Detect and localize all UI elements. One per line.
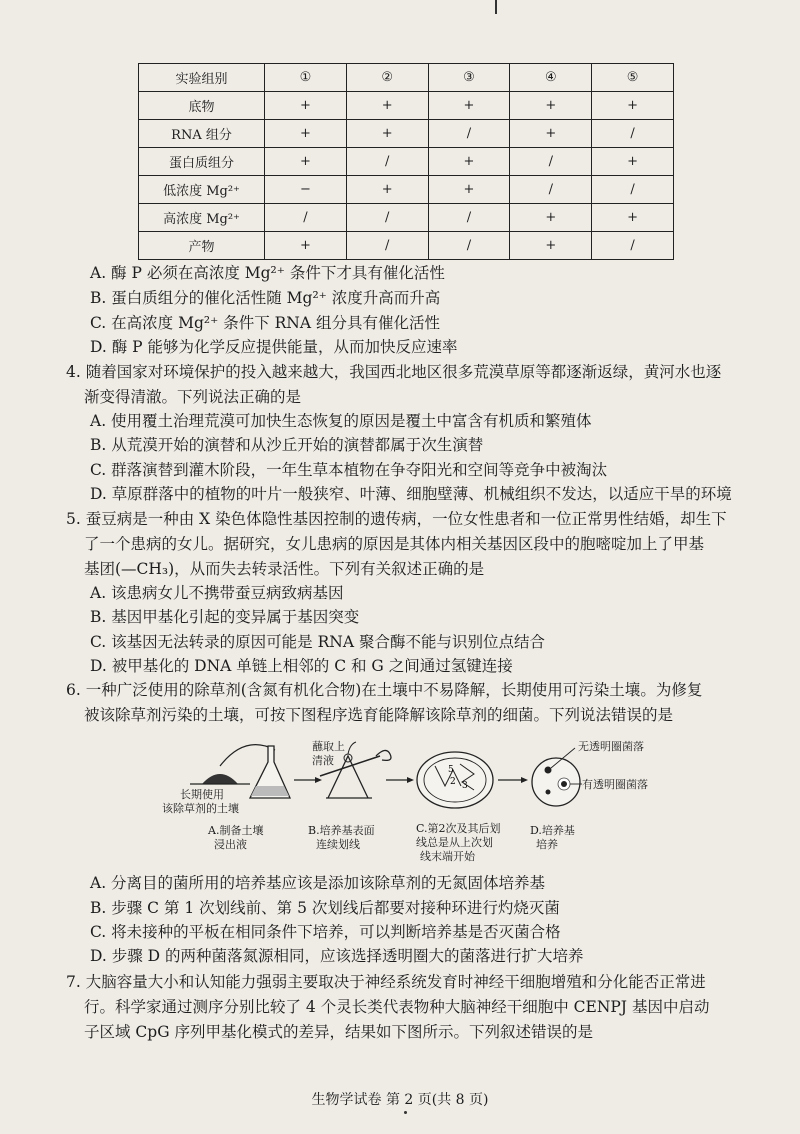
table-cell: + bbox=[592, 148, 674, 176]
table-cell: − bbox=[265, 176, 347, 204]
row-label-cell: 底物 bbox=[139, 92, 265, 120]
table-row bbox=[139, 204, 674, 232]
q3-option-b: B. 蛋白质组分的催化活性随 Mg²⁺ 浓度升高而升高 bbox=[90, 289, 441, 307]
step-a-line2: 浸出液 bbox=[214, 838, 247, 851]
table-cell: / bbox=[510, 176, 592, 204]
table-cell: + bbox=[265, 120, 347, 148]
step-c-line3: 线末端开始 bbox=[420, 850, 475, 863]
q4-option-d: D. 草原群落中的植物的叶片一般狭窄、叶薄、细胞壁薄、机械组织不发达，以适应干旱的环境 bbox=[90, 485, 732, 503]
table-cell: / bbox=[428, 204, 510, 232]
q5-stem-line1: 5. 蚕豆病是一种由 X 染色体隐性基因控制的遗传病，一位女性患者和一位正常男性结婚，却生下 bbox=[66, 510, 727, 528]
table-cell: / bbox=[428, 120, 510, 148]
header-group-cell: ④ bbox=[510, 64, 592, 92]
colony-halo-label: 有透明圈菌落 bbox=[582, 778, 648, 791]
table-cell: + bbox=[510, 92, 592, 120]
q6-option-d: D. 步骤 D 的两种菌落氮源相同，应该选择透明圈大的菌落进行扩大培养 bbox=[90, 947, 584, 965]
row-label-cell: RNA 组分 bbox=[139, 120, 265, 148]
q3-option-d: D. 酶 P 能够为化学反应提供能量，从而加快反应速率 bbox=[90, 338, 458, 356]
colony-no-halo-icon bbox=[545, 767, 552, 774]
transfer-arrow-icon bbox=[220, 745, 275, 766]
scan-dot bbox=[404, 1111, 407, 1114]
table-cell: + bbox=[346, 176, 428, 204]
q4-option-c: C. 群落演替到灌木阶段，一年生草本植物在争夺阳光和空间等竞争中被淘汰 bbox=[90, 461, 608, 479]
row-label-cell: 产物 bbox=[139, 232, 265, 260]
row-label-cell: 低浓度 Mg²⁺ bbox=[139, 176, 265, 204]
table-cell: + bbox=[428, 148, 510, 176]
soil-mound-icon bbox=[202, 774, 238, 784]
table-row bbox=[139, 92, 674, 120]
q5-option-b: B. 基因甲基化引起的变异属于基因突变 bbox=[90, 608, 360, 626]
table-cell: + bbox=[346, 120, 428, 148]
table-header-row bbox=[139, 64, 674, 92]
q7-stem-line3: 子区域 CpG 序列甲基化模式的差异，结果如下图所示。下列叙述错误的是 bbox=[84, 1023, 594, 1041]
plate-num-2: 2 bbox=[450, 777, 456, 787]
table-cell: + bbox=[428, 176, 510, 204]
q4-option-a: A. 使用覆土治理荒漠可加快生态恢复的原因是覆土中富含有机质和繁殖体 bbox=[90, 412, 592, 430]
table-row bbox=[139, 176, 674, 204]
experiment-table bbox=[138, 63, 674, 260]
table-cell: / bbox=[346, 232, 428, 260]
step-b-line1: B.培养基表面 bbox=[308, 824, 375, 837]
step-c-line1: C.第2次及其后划 bbox=[416, 822, 501, 835]
q5-option-c: C. 该基因无法转录的原因可能是 RNA 聚合酶不能与识别位点结合 bbox=[90, 633, 545, 651]
step-c-line2: 线总是从上次划 bbox=[416, 836, 493, 849]
row-label-cell: 高浓度 Mg²⁺ bbox=[139, 204, 265, 232]
table-cell: + bbox=[592, 204, 674, 232]
colony-halo-icon bbox=[561, 781, 567, 787]
table-cell: + bbox=[265, 232, 347, 260]
header-group-cell: ② bbox=[346, 64, 428, 92]
step-d-line2: 培养 bbox=[536, 838, 558, 851]
q7-stem-line2: 行。科学家通过测序分别比较了 4 个灵长类代表物种大脑神经干细胞中 CENPJ 基因中启动 bbox=[84, 998, 710, 1016]
table-cell: / bbox=[592, 120, 674, 148]
q4-stem-line2: 渐变得清澈。下列说法正确的是 bbox=[84, 388, 302, 406]
table-cell: + bbox=[428, 92, 510, 120]
q6-option-c: C. 将未接种的平板在相同条件下培养，可以判断培养基是否灭菌合格 bbox=[90, 923, 561, 941]
dip-label-1: 蘸取上 bbox=[312, 740, 345, 753]
q5-stem-line3: 基团(—CH₃)，从而失去转录活性。下列有关叙述正确的是 bbox=[84, 560, 485, 578]
scan-mark bbox=[495, 0, 497, 14]
table-cell: / bbox=[346, 204, 428, 232]
table-cell: / bbox=[265, 204, 347, 232]
header-group-cell: ① bbox=[265, 64, 347, 92]
table-cell: + bbox=[265, 148, 347, 176]
header-group-cell: ⑤ bbox=[592, 64, 674, 92]
q6-stem-line1: 6. 一种广泛使用的除草剂(含氮有机化合物)在土壤中不易降解，长期使用可污染土壤。为修复 bbox=[66, 681, 703, 699]
q6-option-b: B. 步骤 C 第 1 次划线前、第 5 次划线后都要对接种环进行灼烧灭菌 bbox=[90, 899, 560, 917]
table-cell: + bbox=[592, 92, 674, 120]
plate-num-3: 3 bbox=[462, 781, 468, 791]
table-cell: + bbox=[510, 204, 592, 232]
step-d-line1: D.培养基 bbox=[530, 824, 575, 837]
hand-icon bbox=[376, 750, 391, 760]
table-cell: + bbox=[265, 92, 347, 120]
table-row bbox=[139, 148, 674, 176]
table-cell: / bbox=[592, 232, 674, 260]
dip-label-2: 清液 bbox=[312, 754, 334, 767]
plate-num-5: 5 bbox=[448, 765, 454, 775]
q5-option-d: D. 被甲基化的 DNA 单链上相邻的 C 和 G 之间通过氢键连接 bbox=[90, 657, 513, 675]
colony-no-halo-label: 无透明圈菌落 bbox=[578, 740, 644, 753]
result-plate-icon bbox=[532, 758, 580, 806]
table-cell: / bbox=[346, 148, 428, 176]
q4-stem-line1: 4. 随着国家对环境保护的投入越来越大，我国西北地区很多荒漠草原等都逐渐返绿，黄河水也逐 bbox=[66, 363, 722, 381]
table-cell: + bbox=[510, 120, 592, 148]
page-footer: 生物学试卷 第 2 页(共 8 页) bbox=[311, 1092, 489, 1108]
q4-option-b: B. 从荒漠开始的演替和从沙丘开始的演替都属于次生演替 bbox=[90, 436, 484, 454]
q3-option-c: C. 在高浓度 Mg²⁺ 条件下 RNA 组分具有催化活性 bbox=[90, 314, 440, 332]
q5-option-a: A. 该患病女儿不携带蚕豆病致病基因 bbox=[90, 584, 344, 602]
table-row bbox=[139, 120, 674, 148]
q3-option-a: A. 酶 P 必须在高浓度 Mg²⁺ 条件下才具有催化活性 bbox=[90, 264, 445, 282]
table-cell: + bbox=[346, 92, 428, 120]
table-cell: / bbox=[592, 176, 674, 204]
table-cell: + bbox=[510, 232, 592, 260]
step-a-line1: A.制备土壤 bbox=[208, 824, 264, 837]
soil-label-2: 该除草剂的土壤 bbox=[162, 802, 239, 815]
table-cell: / bbox=[428, 232, 510, 260]
header-label-cell: 实验组别 bbox=[139, 64, 265, 92]
q7-stem-line1: 7. 大脑容量大小和认知能力强弱主要取决于神经系统发育时神经干细胞增殖和分化能否正常进 bbox=[66, 973, 706, 991]
q6-option-a: A. 分离目的菌所用的培养基应该是添加该除草剂的无氮固体培养基 bbox=[90, 874, 546, 892]
table-cell: / bbox=[510, 148, 592, 176]
q5-stem-line2: 了一个患病的女儿。据研究，女儿患病的原因是其体内相关基因区段中的胞嘧啶加上了甲基 bbox=[84, 535, 705, 553]
step-b-line2: 连续划线 bbox=[316, 838, 360, 851]
q6-stem-line2: 被该除草剂污染的土壤，可按下图程序选育能降解该除草剂的细菌。下列说法错误的是 bbox=[84, 706, 674, 724]
table-row bbox=[139, 232, 674, 260]
soil-label-1: 长期使用 bbox=[180, 788, 224, 801]
row-label-cell: 蛋白质组分 bbox=[139, 148, 265, 176]
header-group-cell: ③ bbox=[428, 64, 510, 92]
screening-procedure-figure bbox=[150, 736, 710, 866]
